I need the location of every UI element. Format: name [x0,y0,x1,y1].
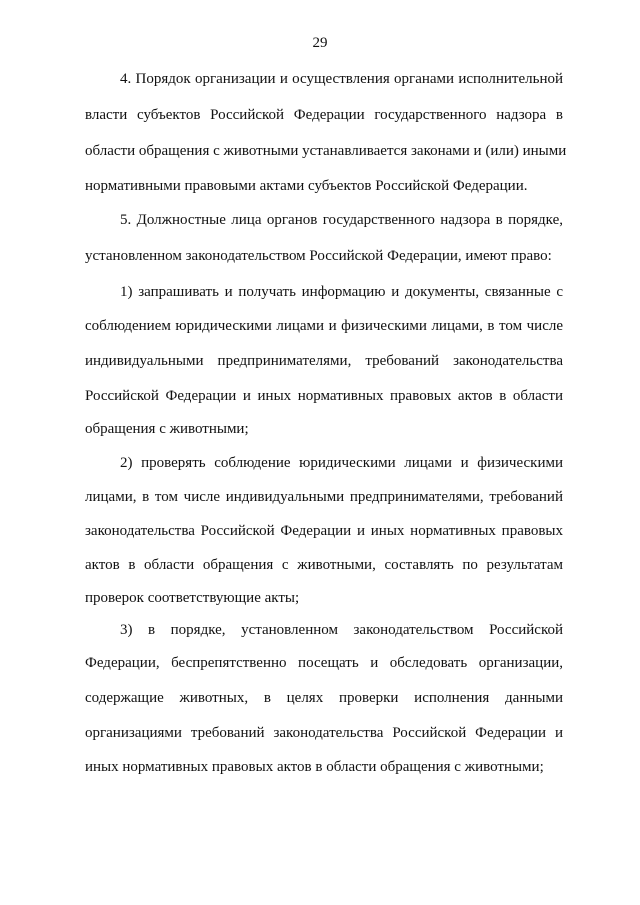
text-line: области обращения с животными устанавливается законами и (или) иными [85,143,567,159]
text-line: законодательства Российской Федерации и иных нормативных правовых [85,523,563,539]
text-line: 5. Должностные лица органов государственного надзора в порядке, [120,212,563,228]
text-line: 1) запрашивать и получать информацию и документы, связанные с [120,284,563,300]
page-number: 29 [312,35,328,51]
text-line: Российской Федерации и иных нормативных правовых актов в области [85,388,563,404]
text-line: актов в области обращения с животными, составлять по результатам [85,557,563,573]
text-line: 2) проверять соблюдение юридическими лицами и физическими [120,455,563,471]
text-line: лицами, в том числе индивидуальными предпринимателями, требований [85,489,563,505]
text-line: иных нормативных правовых актов в области обращения с животными; [85,759,544,775]
text-line: соблюдением юридическими лицами и физическими лицами, в том числе [85,318,563,334]
text-line: установленном законодательством Российской Федерации, имеют право: [85,248,552,264]
text-line: проверок соответствующие акты; [85,590,300,606]
text-line: 3) в порядке, установленном законодательством Российской [120,622,563,638]
text-line: власти субъектов Российской Федерации государственного надзора в [85,107,563,123]
text-line: 4. Порядок организации и осуществления органами исполнительной [120,71,563,87]
text-line: индивидуальными предпринимателями, требований законодательства [85,353,563,369]
text-line: Федерации, беспрепятственно посещать и обследовать организации, [85,655,563,671]
text-line: обращения с животными; [85,421,249,437]
text-line: организациями требований законодательства Российской Федерации и [85,725,563,741]
text-line: нормативными правовыми актами субъектов Российской Федерации. [85,178,528,194]
text-line: содержащие животных, в целях проверки исполнения данными [85,690,563,706]
